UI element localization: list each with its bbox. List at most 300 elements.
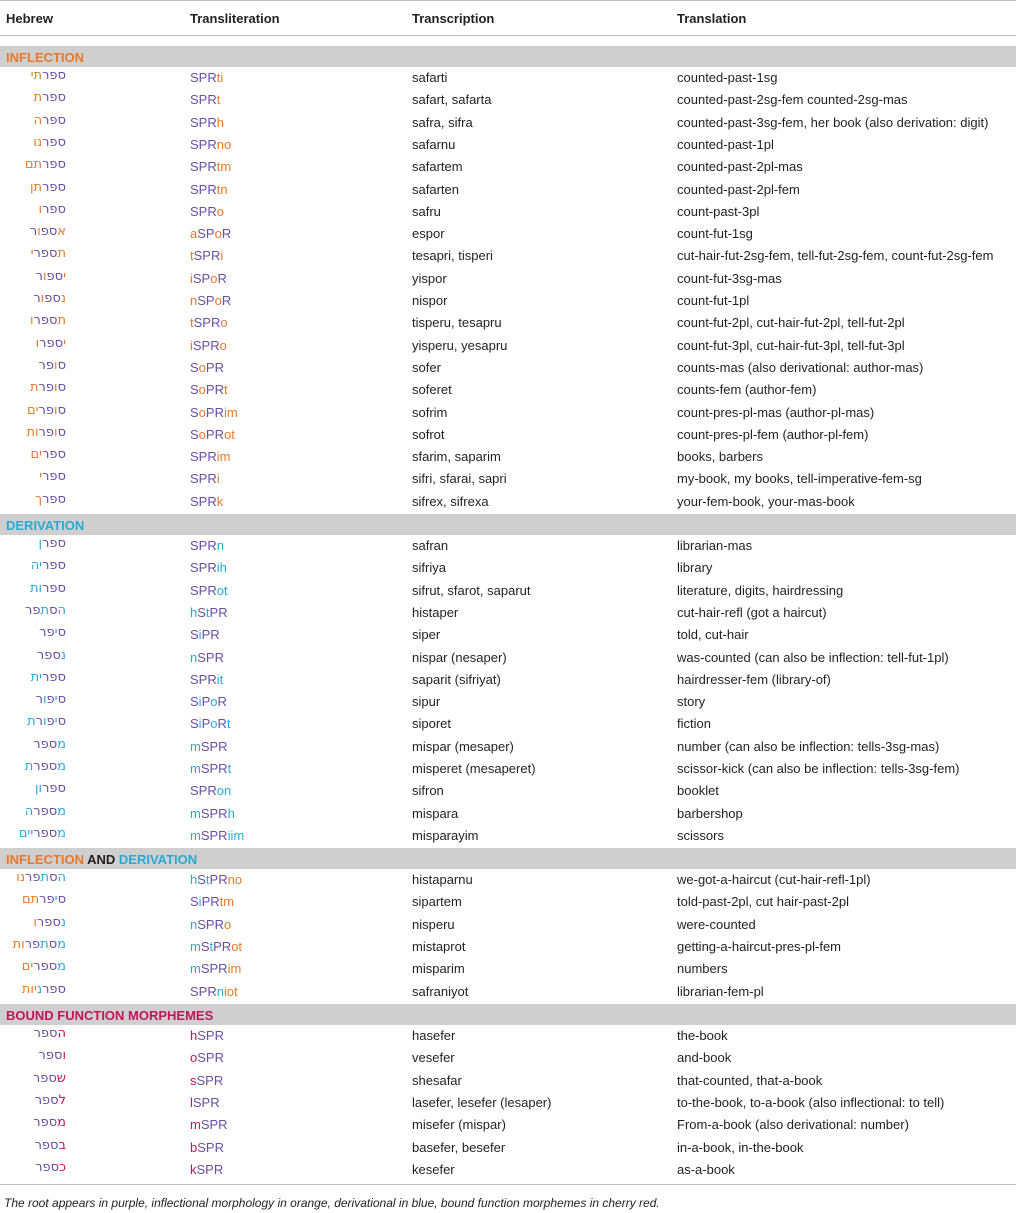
transcription: sipur [412,694,441,710]
morpheme-segment: i [198,894,202,910]
morpheme-segment: iim [227,827,245,843]
morpheme-segment: iot [223,983,238,999]
hebrew-word [8,68,66,83]
morpheme-segment: t [223,382,228,398]
morpheme-segment: PR [209,872,228,887]
morpheme-segment: SPR [193,248,221,264]
morpheme-segment: SPR [200,805,228,821]
transliteration [190,182,228,197]
header-transcription: Transcription [412,11,495,26]
hebrew-word [8,915,66,930]
morpheme-segment: PR [205,382,224,398]
morpheme-segment: i [198,694,202,710]
morpheme-segment: t [205,604,210,620]
section-label [6,518,84,533]
morpheme-segment: ספר [42,112,66,128]
translation: counted-past-3sg-fem, her book (also derivation: digit) [677,114,989,130]
translation: the-book [677,1028,728,1043]
header-translation: Translation [677,11,747,26]
morpheme-segment: SPR [190,671,217,687]
transliteration [190,961,241,976]
translation: count-fut-1pl [677,293,750,308]
morpheme-segment: SP [192,270,211,286]
transliteration [190,694,227,709]
hebrew-word [8,737,66,752]
morpheme-segment: S [190,627,199,643]
table-row [0,624,1016,646]
hebrew-word [8,625,66,640]
morpheme-segment: tm [216,159,232,175]
morpheme-segment: ס [57,892,66,908]
translation: counts-fem (author-fem) [677,382,817,398]
morpheme-segment: פ [46,692,55,708]
translation: librarian-mas [677,538,753,553]
transliteration [190,583,228,598]
transliteration [190,360,224,375]
morpheme-segment: ספר [42,201,66,217]
morpheme-segment: ו [54,402,58,418]
morpheme-segment: נו [33,134,43,150]
morpheme-segment: ספר [42,558,66,574]
morpheme-segment: S [197,872,206,887]
table-row [0,424,1016,446]
morpheme-segment: ספר [38,1048,63,1064]
morpheme-segment: no [216,136,232,152]
translation: fiction [677,716,711,732]
table-row [0,468,1016,490]
transliteration [190,939,242,954]
morpheme-segment: נ [36,981,43,997]
hebrew-word [8,313,66,328]
transcription: histaparnu [412,872,473,887]
morpheme-segment: o [190,1050,198,1066]
morpheme-segment: SPR [200,761,228,776]
morpheme-segment: נ [60,914,66,930]
morpheme-segment: ספר [36,647,61,663]
transliteration [190,494,223,509]
morpheme-segment: כ [59,1159,66,1175]
hebrew-word [8,1115,66,1130]
morpheme-segment: ת [33,90,43,106]
translation: number (can also be inflection: tells-3sg-mas) [677,738,940,754]
hebrew-word [8,1160,66,1175]
morpheme-segment: ספ [46,268,64,284]
morpheme-segment: i [198,627,202,643]
transliteration [190,872,242,887]
morpheme-segment: b [190,1139,198,1155]
morpheme-segment: m [190,805,201,821]
hebrew-word [8,781,66,796]
morpheme-segment: S [190,716,199,732]
morpheme-segment: י [54,692,58,708]
transcription: vesefer [412,1050,455,1066]
table-row [0,825,1016,847]
table-row [0,647,1016,669]
translation: in-a-book, in-the-book [677,1139,804,1155]
morpheme-segment: t [205,872,210,887]
morpheme-segment: ספר [42,447,66,463]
morpheme-segment: ספר [39,335,64,351]
morpheme-segment: ספר [42,90,66,106]
transliteration [190,716,230,731]
table-row [0,1114,1016,1136]
morpheme-segment: SPR [190,449,217,465]
morpheme-segment: ספר [42,491,66,507]
morpheme-segment: o [220,315,228,331]
translation: counted-past-2pl-mas [677,159,803,175]
transcription: sifrut, sfarot, saparut [412,582,531,598]
morpheme-segment: SPR [190,538,217,553]
morpheme-segment: k [216,493,224,509]
morpheme-segment: P [201,694,211,710]
morpheme-segment: יים [18,825,34,841]
hebrew-word [8,670,66,685]
translation: count-past-3pl [677,203,760,219]
morpheme-segment: o [214,293,222,308]
morpheme-segment: ספר [33,246,58,262]
transcription: tisperu, tesapru [412,315,502,331]
morpheme-segment: h [190,604,198,620]
morpheme-segment: ספר [33,825,58,841]
morpheme-segment: SPR [196,1072,224,1088]
morpheme-segment: ספר [42,536,66,551]
translation: as-a-book [677,1161,735,1177]
table-row [0,201,1016,223]
morpheme-segment: PR [205,404,224,420]
morpheme-segment: ר [33,291,41,306]
hebrew-word [8,959,66,974]
morpheme-segment: ס [57,625,66,641]
morpheme-segment: ו [35,335,40,351]
morpheme-segment: S [197,604,206,620]
morpheme-segment: no [227,872,243,887]
transcription: nispar (nesaper) [412,649,507,665]
morpheme-segment: SPR [200,738,228,754]
morpheme-segment: י [54,625,58,641]
morpheme-segment: תי [30,68,43,83]
table-row [0,803,1016,825]
translation: to-the-book, to-a-book (also inflectional: to tell) [677,1094,945,1110]
section-label [6,852,197,867]
morpheme-segment: ה [57,1026,66,1041]
translation: told, cut-hair [677,627,749,643]
morpheme-segment: ספר [42,669,66,685]
morpheme-segment: ספר [42,134,66,150]
transcription: saparit (sifriyat) [412,671,501,687]
morpheme-segment: ספר [36,914,61,930]
morpheme-segment: מ [57,759,66,774]
morpheme-segment: א [57,224,66,240]
morpheme-segment: ות [12,936,25,952]
morpheme-segment: S [190,426,199,442]
table-header-row [0,0,1016,36]
transliteration [190,828,244,843]
morpheme-segment: ו [42,268,47,284]
morpheme-segment: פר [39,892,55,908]
morpheme-segment: ית [30,669,43,685]
table-row [0,557,1016,579]
section-header [0,848,1016,869]
morpheme-segment: a [190,226,198,242]
table-row [0,290,1016,312]
morpheme-segment: n [190,916,198,932]
morpheme-segment: ספר [34,1137,59,1153]
morpheme-segment: o [214,226,222,242]
transcription: safran [412,538,449,553]
morpheme-segment: פר [25,602,41,618]
header-hebrew: Hebrew [6,11,53,26]
table-row [0,602,1016,624]
morpheme-segment: מ [57,959,66,975]
morpheme-segment: SPR [190,471,217,487]
morpheme-segment: ספר [42,68,66,83]
morpheme-segment: PR [205,359,224,375]
morpheme-segment: tn [216,181,228,197]
morpheme-segment: SP [197,226,215,242]
hebrew-word [8,536,66,551]
morpheme-segment: SPR [190,203,217,219]
morpheme-segment: ים [21,959,34,975]
morpheme-segment: SPR [190,70,217,85]
morpheme-segment: תם [22,892,40,908]
translation: counted-past-2sg-fem counted-2sg-mas [677,92,908,108]
morpheme-segment: ים [27,402,39,418]
transliteration [190,315,228,330]
transcription: sofrot [412,426,445,442]
transliteration [190,92,220,107]
hebrew-word [8,558,66,573]
transliteration [190,159,231,174]
morpheme-segment: ספר [33,959,58,975]
morpheme-segment: o [210,270,218,286]
morpheme-segment: ת [57,246,66,262]
morpheme-segment: ספר [33,1026,58,1041]
translation: my-book, my books, tell-imperative-fem-sg [677,471,922,487]
morpheme-segment: S [190,404,199,420]
morpheme-segment: SPR [190,136,217,152]
morpheme-segment: ל [58,1092,66,1108]
table-row [0,67,1016,89]
morpheme-segment: s [190,1072,197,1088]
morpheme-segment: SPR [200,827,228,843]
transliteration [190,271,227,286]
table-caption: The root appears in purple, inflectional morphology in orange, derivational in blue, bound function morphemes in cherry red. [4,1196,660,1210]
transcription: nispor [412,293,448,308]
morpheme-segment: m [190,938,201,954]
morpheme-segment: ot [216,582,228,598]
morpheme-segment: SPR [197,1028,224,1043]
morpheme-segment: ו [54,380,58,396]
table-row [0,268,1016,290]
morpheme-segment: תם [24,157,43,173]
transcription: safraniyot [412,983,469,999]
table-row [0,869,1016,891]
hebrew-word [8,291,66,306]
morpheme-segment: ון [35,781,43,797]
hebrew-word [8,246,66,261]
morpheme-segment: יות [21,981,37,997]
morpheme-segment: ת [40,602,50,618]
hebrew-word [8,157,66,172]
morpheme-segment: פר [38,402,55,418]
morpheme-segment: ו [37,224,41,240]
morpheme-segment: SPR [190,114,217,130]
morpheme-segment: t [226,716,231,732]
morpheme-segment: SPR [197,649,224,665]
morpheme-segment: תן [30,179,43,195]
transliteration [190,405,238,420]
morpheme-segment: on [216,783,232,799]
hebrew-word [8,648,66,663]
transliteration [190,248,223,263]
transcription: safarten [412,181,459,197]
translation: literature, digits, hairdressing [677,582,844,598]
transcription: misefer (mispar) [412,1117,506,1133]
morpheme-segment: o [219,337,227,353]
morpheme-segment: ת [57,313,66,329]
transcription: misperet (mesaperet) [412,761,536,776]
transcription: histaper [412,604,459,620]
hebrew-word [8,358,66,373]
morpheme-segment: ת [40,936,49,952]
morpheme-segment: ספר [34,1092,59,1108]
table-row [0,736,1016,758]
morpheme-segment: ספר [33,736,58,752]
morpheme-segment: h [190,1028,198,1043]
transliteration [190,627,220,642]
morpheme-segment: ס [48,936,58,952]
table-row [0,1025,1016,1047]
transliteration [190,338,227,353]
translation: story [677,694,706,710]
transcription: mispara [412,805,459,821]
hebrew-word [8,692,66,707]
transcription: sipartem [412,894,462,910]
transcription: hasefer [412,1028,456,1043]
transliteration [190,917,231,932]
morpheme-segment: o [216,203,224,219]
table-row [0,669,1016,691]
table-row [0,1047,1016,1069]
translation: librarian-fem-pl [677,983,764,999]
table-row [0,691,1016,713]
transliteration [190,650,224,665]
translation: getting-a-haircut-pres-pl-fem [677,938,842,954]
morpheme-segment: o [198,404,206,420]
translation: count-fut-1sg [677,226,753,242]
morpheme-segment: h [216,114,224,130]
transcription: nisperu [412,916,455,932]
table-row [0,335,1016,357]
transliteration [190,427,235,442]
morpheme-segment: פר [25,870,41,885]
translation: count-pres-pl-mas (author-pl-mas) [677,404,875,420]
table-row [0,713,1016,735]
translation: counted-past-2pl-fem [677,181,800,197]
transcription: sfarim, saparim [412,449,501,465]
transcription: yisperu, yesapru [412,337,508,353]
translation: count-pres-pl-fem (author-pl-fem) [677,426,869,442]
morpheme-segment: SPR [190,493,217,509]
transliteration [190,226,231,241]
morpheme-segment: ו [33,914,37,930]
morpheme-segment: S [200,938,210,954]
morpheme-segment: ספר [32,1070,57,1086]
translation: From-a-book (also derivational: number) [677,1117,909,1133]
morpheme-segment: פר [38,357,55,373]
translation: booklet [677,783,719,799]
morpheme-segment: ספר [42,157,66,173]
transliteration [190,806,235,821]
transcription: safart, safarta [412,92,492,108]
transliteration [190,1050,224,1065]
morpheme-segment: PR [209,604,228,620]
morpheme-segment: ו [40,291,45,306]
morpheme-segment: k [190,1161,197,1177]
header-transliteration: Transliteration [190,11,280,26]
table-row [0,580,1016,602]
transcription: kesefer [412,1161,455,1177]
hebrew-word [8,336,66,351]
morpheme-segment: ס [57,424,66,440]
table-row [0,245,1016,267]
morpheme-segment: o [210,716,218,732]
morpheme-segment: i [190,337,193,353]
morpheme-segment: ספר [33,759,58,774]
hebrew-word [8,603,66,618]
morpheme-segment: י [63,335,66,351]
table-row [0,780,1016,802]
transcription: sifriya [412,560,446,576]
translation: count-fut-3pl, cut-hair-fut-3pl, tell-fut-3pl [677,337,905,353]
hebrew-word [8,581,66,596]
transliteration [190,1117,228,1132]
section-header [0,1004,1016,1025]
morpheme-segment: n [216,538,224,553]
transliteration [190,382,228,397]
section-label [6,1008,213,1023]
morpheme-segment: SPR [192,337,220,353]
morpheme-segment: SPR [190,159,217,175]
morpheme-segment: o [198,426,206,442]
hebrew-word [8,447,66,462]
morpheme-segment: PR [213,938,232,954]
morpheme-segment: ו [30,313,34,329]
section-label-part: INFLECTION [6,50,84,65]
transcription: siporet [412,716,452,732]
hebrew-word [8,1093,66,1108]
morpheme-segment: t [190,315,194,331]
section-header [0,514,1016,535]
translation: and-book [677,1050,732,1066]
morpheme-segment: S [190,359,199,375]
section-label-part: DERIVATION [118,852,198,867]
morpheme-segment: tm [219,894,235,910]
table-row [0,89,1016,111]
transliteration [190,137,231,152]
hebrew-word [8,1026,66,1041]
morpheme-segment: ש [56,1070,66,1086]
table-row [0,179,1016,201]
morpheme-segment: n [190,293,198,308]
table-row [0,223,1016,245]
hebrew-word [8,135,66,150]
translation: counted-past-1pl [677,136,774,152]
morpheme-segment: מ [57,803,66,819]
transcription: sifrex, sifrexa [412,493,489,509]
morpheme-segment: S [190,382,199,398]
morpheme-segment: SP [197,293,215,308]
